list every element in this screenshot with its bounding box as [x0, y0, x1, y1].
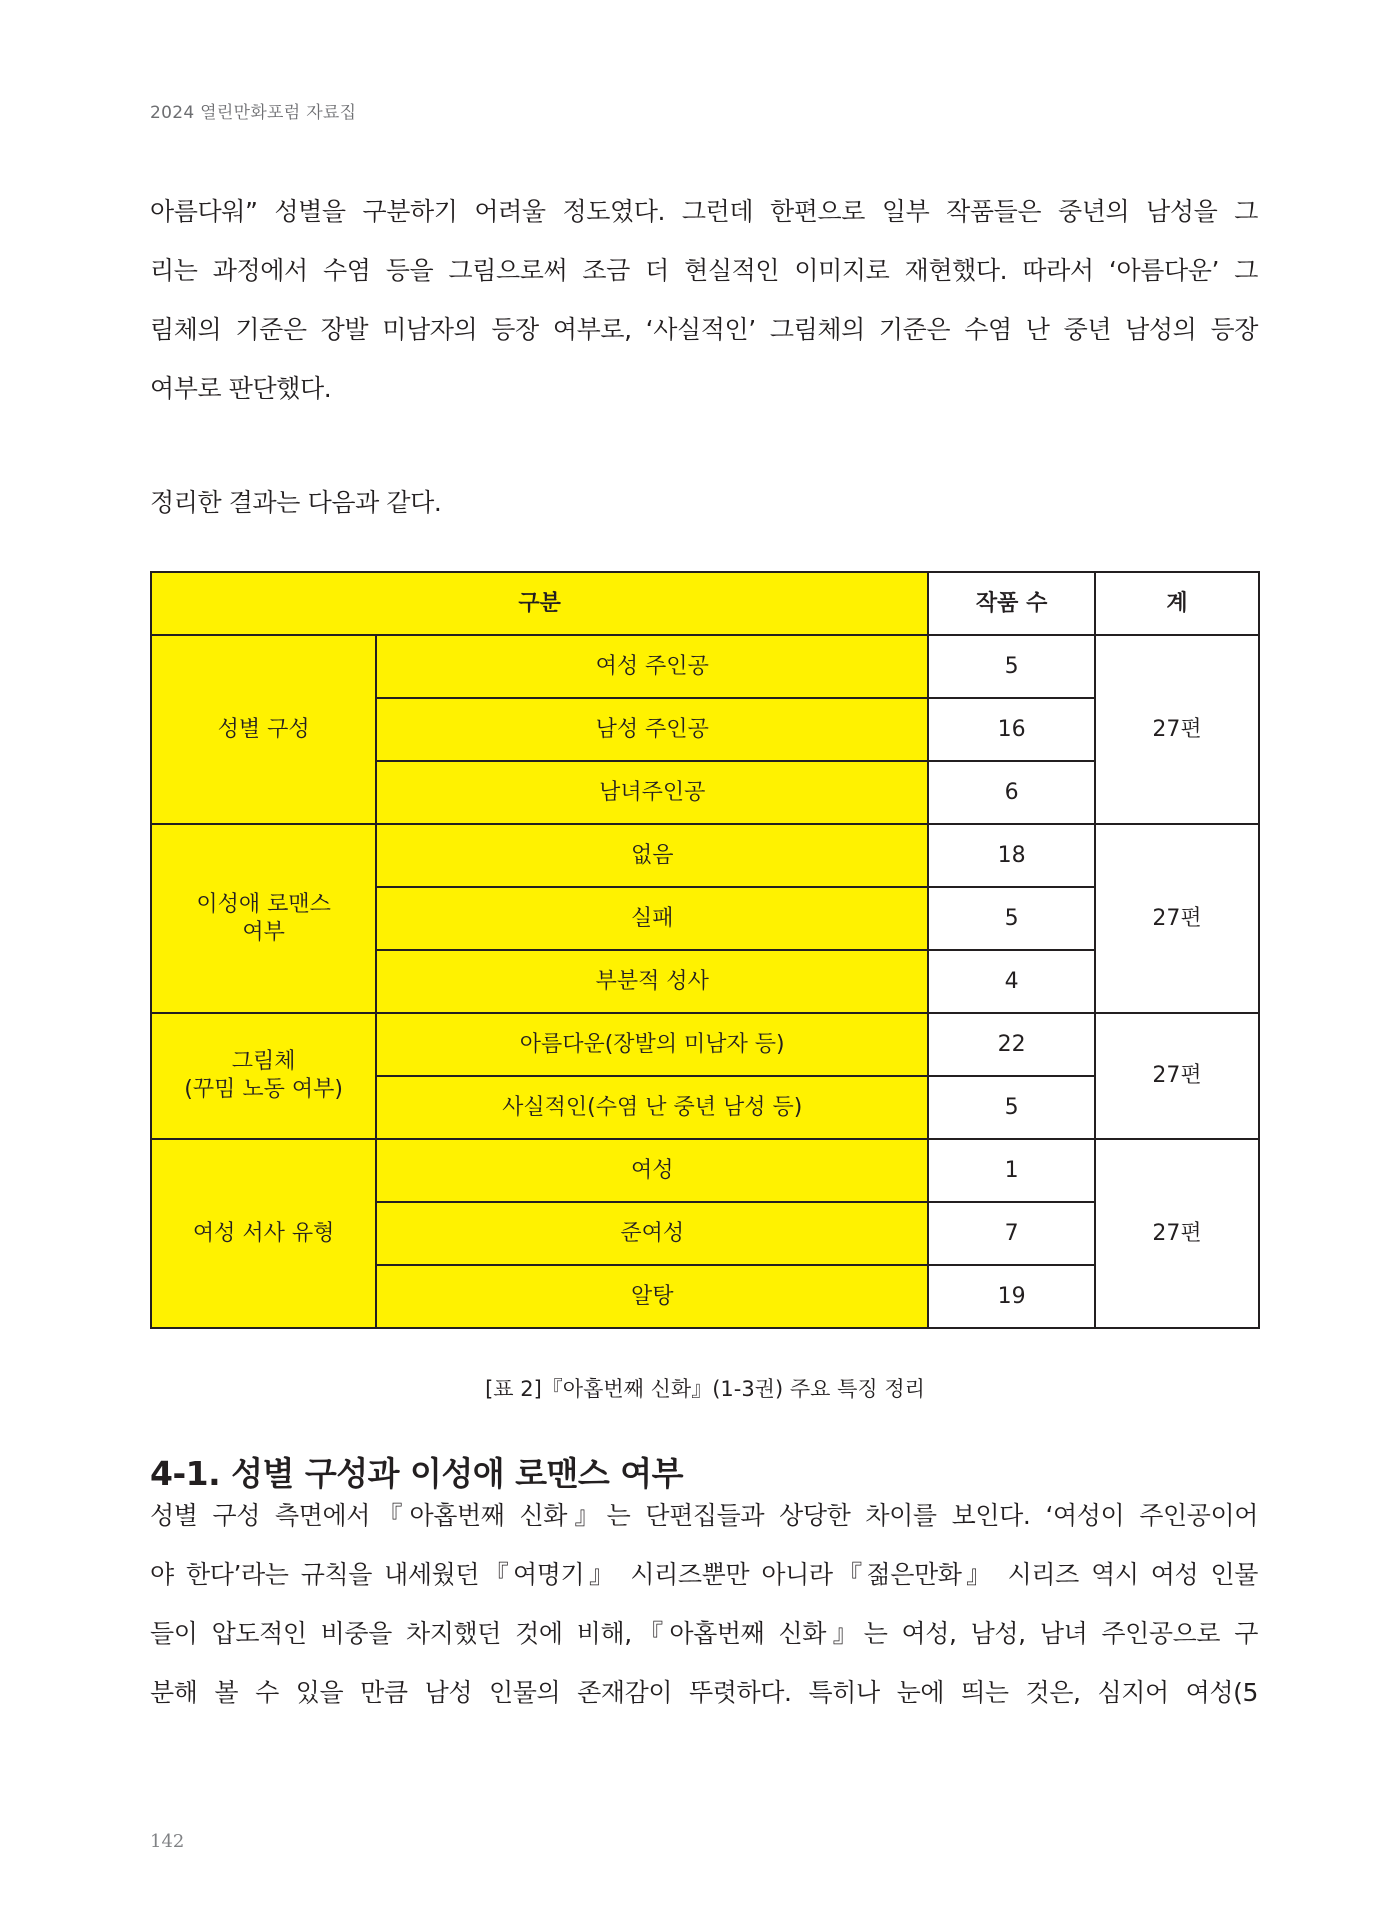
paragraph-line: 여부로 판단했다. [150, 374, 332, 403]
group-label: 성별 구성 [151, 635, 376, 824]
section-heading: 4-1. 성별 구성과 이성애 로맨스 여부 [150, 1454, 684, 1493]
item-cell: 아름다운(장발의 미남자 등) [376, 1013, 928, 1076]
count-cell: 5 [928, 635, 1095, 698]
item-cell: 준여성 [376, 1202, 928, 1265]
table-header-row [151, 572, 1259, 635]
count-cell: 7 [928, 1202, 1095, 1265]
paragraph-line: 정리한 결과는 다음과 같다. [150, 488, 442, 517]
group-label: 이성애 로맨스 여부 [151, 824, 376, 1013]
total-cell: 27편 [1095, 824, 1259, 1013]
total-cell: 27편 [1095, 1139, 1259, 1328]
item-cell: 부분적 성사 [376, 950, 928, 1013]
count-cell: 1 [928, 1139, 1095, 1202]
running-head: 2024 열린만화포럼 자료집 [150, 103, 357, 123]
header-count: 작품 수 [928, 572, 1095, 635]
count-cell: 5 [928, 887, 1095, 950]
paragraph-line: 성별 구성 측면에서『아홉번째 신화』는 단편집들과 상당한 차이를 보인다. ‘여성이 주인공이어 [150, 1501, 1258, 1530]
header-total: 계 [1095, 572, 1259, 635]
count-cell: 18 [928, 824, 1095, 887]
paragraph-line: 리는 과정에서 수염 등을 그림으로써 조금 더 현실적인 이미지로 재현했다. 따라서 ‘아름다운’ 그 [150, 256, 1258, 285]
body-paragraph-1 [150, 182, 1258, 418]
body-paragraph-3 [150, 1486, 1258, 1722]
item-cell: 남성 주인공 [376, 698, 928, 761]
table-row [151, 824, 1259, 887]
count-cell: 22 [928, 1013, 1095, 1076]
summary-table [150, 571, 1260, 1329]
paragraph-line: 들이 압도적인 비중을 차지했던 것에 비해,『아홉번째 신화』는 여성, 남성, 남녀 주인공으로 구 [150, 1619, 1258, 1648]
total-cell: 27편 [1095, 635, 1259, 824]
count-cell: 16 [928, 698, 1095, 761]
paragraph-line: 야 한다’라는 규칙을 내세웠던『여명기』 시리즈뿐만 아니라『젊은만화』 시리즈 역시 여성 인물 [150, 1560, 1258, 1589]
item-cell: 여성 [376, 1139, 928, 1202]
item-cell: 사실적인(수염 난 중년 남성 등) [376, 1076, 928, 1139]
page-number: 142 [150, 1831, 185, 1852]
table-caption: [표 2]『아홉번째 신화』(1-3권) 주요 특징 정리 [485, 1377, 925, 1401]
item-cell: 여성 주인공 [376, 635, 928, 698]
item-cell: 실패 [376, 887, 928, 950]
table-row [151, 635, 1259, 698]
body-paragraph-2 [150, 473, 1258, 532]
table-row [151, 1013, 1259, 1076]
total-cell: 27편 [1095, 1013, 1259, 1139]
header-category: 구분 [151, 572, 928, 635]
count-cell: 19 [928, 1265, 1095, 1328]
group-label: 여성 서사 유형 [151, 1139, 376, 1328]
item-cell: 남녀주인공 [376, 761, 928, 824]
group-label: 그림체 (꾸밈 노동 여부) [151, 1013, 376, 1139]
count-cell: 6 [928, 761, 1095, 824]
item-cell: 알탕 [376, 1265, 928, 1328]
paragraph-line: 림체의 기준은 장발 미남자의 등장 여부로, ‘사실적인’ 그림체의 기준은 수염 난 중년 남성의 등장 [150, 315, 1258, 344]
count-cell: 5 [928, 1076, 1095, 1139]
paragraph-line: 아름다워” 성별을 구분하기 어려울 정도였다. 그런데 한편으로 일부 작품들은 중년의 남성을 그 [150, 197, 1258, 226]
count-cell: 4 [928, 950, 1095, 1013]
paragraph-line: 분해 볼 수 있을 만큼 남성 인물의 존재감이 뚜렷하다. 특히나 눈에 띄는 것은, 심지어 여성(5 [150, 1678, 1258, 1707]
table-row [151, 1139, 1259, 1202]
item-cell: 없음 [376, 824, 928, 887]
